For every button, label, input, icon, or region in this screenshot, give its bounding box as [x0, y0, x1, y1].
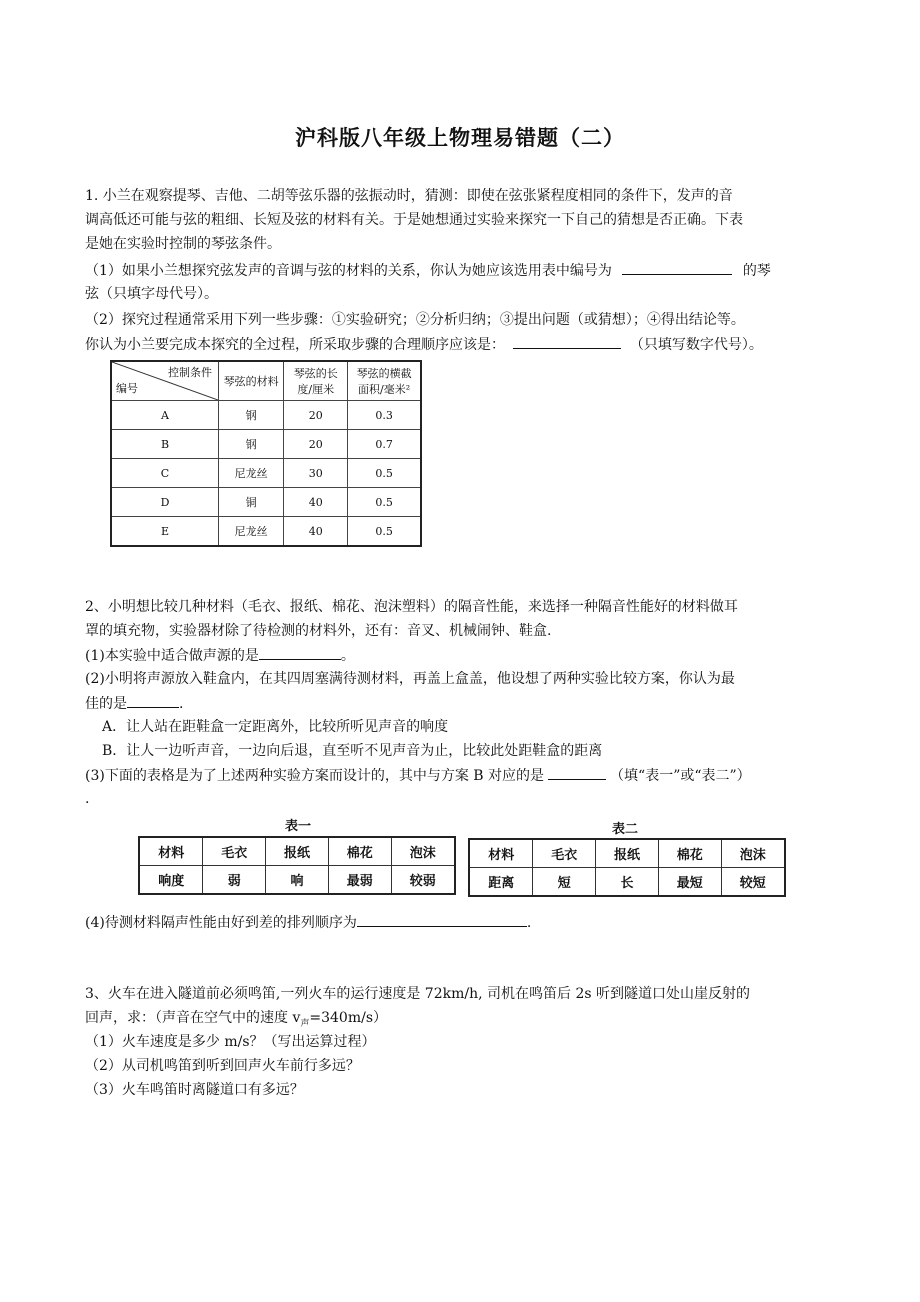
- q2-part2-line: (2)小明将声源放入鞋盒内，在其四周塞满待测材料，再盖上盒盖，他设想了两种实验比较方案，你认为最: [85, 671, 735, 687]
- cell-area: 0.5: [348, 517, 421, 547]
- q2-part4-line: [85, 912, 531, 933]
- cell: 响度: [139, 866, 203, 895]
- q3-subscript: 声: [300, 1018, 310, 1029]
- q3-part1: （1）火车速度是多少 m/s？（写出运算过程）: [85, 1034, 376, 1050]
- cell: 材料: [469, 839, 533, 868]
- q2-part3-suffix: （填“表一”或“表二”）: [610, 768, 751, 784]
- q1-part2-suffix: （只填写数字代号）。: [629, 337, 763, 353]
- cell-id: D: [111, 488, 219, 517]
- cell: 毛衣: [203, 837, 266, 866]
- q1-text-line-1: 1. 小兰在观察提琴、吉他、二胡等弦乐器的弦振动时，猜测：即使在弦张紧程度相同的条件下，发声的音: [85, 188, 733, 204]
- q3-text-line-2a: 回声，求：（声音在空气中的速度 v: [85, 1010, 301, 1026]
- q2-part4-text: (4)待测材料隔声性能由好到差的排列顺序为: [85, 915, 357, 931]
- q2-part1-line: [85, 645, 355, 666]
- q2-part2-line-2: [85, 693, 183, 714]
- page-title: 沪科版八年级上物理易错题（二）: [295, 126, 625, 150]
- string-conditions-table: [110, 360, 422, 547]
- table-row: [469, 868, 785, 897]
- cell-id: A: [111, 401, 219, 430]
- cell: 报纸: [596, 839, 659, 868]
- q2-part3-line-2: .: [85, 791, 90, 807]
- q1-text-line-2: 调高低还可能与弦的粗细、长短及弦的材料有关。于是她想通过实验来探究一下自己的猜想是否正确。下表: [85, 212, 743, 228]
- q2-text-line-2: 罩的填充物，实验器材除了待检测的材料外，还有：音叉、机械闹钟、鞋盒.: [85, 623, 552, 639]
- cell-material: 钢: [219, 401, 284, 430]
- cell: 短: [533, 868, 596, 897]
- q1-part2-line: （2）探究过程通常采用下列一些步骤：①实验研究；②分析归纳；③提出问题（或猜想）；④得出结论等。: [85, 312, 745, 328]
- q1-answer-blank-2[interactable]: [513, 334, 621, 349]
- q2-answer-blank-3[interactable]: [548, 765, 606, 780]
- cell: 报纸: [266, 837, 329, 866]
- table-row: [111, 517, 421, 547]
- cell-id: B: [111, 430, 219, 459]
- cell: 泡沫: [391, 837, 455, 866]
- table-row: [111, 430, 421, 459]
- table-row: [139, 866, 455, 895]
- cell: 泡沫: [721, 839, 785, 868]
- table-row: [469, 839, 785, 868]
- q1-part2-line-2: [85, 334, 763, 355]
- table2-caption: 表二: [612, 822, 639, 837]
- cell: 材料: [139, 837, 203, 866]
- q3-text-line-1: 3、火车在进入隧道前必须鸣笛,一列火车的运行速度是 72km/h, 司机在鸣笛后 2s 听到隧道口处山崖反射的: [85, 986, 751, 1002]
- q2-part3-line: [85, 765, 751, 786]
- cell-material: 铜: [219, 488, 284, 517]
- cell: 棉花: [328, 837, 391, 866]
- q2-answer-blank-1[interactable]: [259, 645, 341, 660]
- cell: 毛衣: [533, 839, 596, 868]
- q2-part4-suffix: .: [526, 915, 532, 931]
- diagonal-header-cell: [111, 361, 219, 401]
- table1-caption: 表一: [285, 819, 312, 834]
- cell: 响: [266, 866, 329, 895]
- table-one: [138, 836, 456, 895]
- table-row: [139, 837, 455, 866]
- q2-part1-suffix: 。: [340, 648, 355, 664]
- diagonal-bottom-label: 编号: [116, 382, 138, 395]
- cell-length: 40: [284, 488, 348, 517]
- cell-material: 尼龙丝: [219, 517, 284, 547]
- table-header-row: [111, 361, 421, 401]
- cell: 较短: [721, 868, 785, 897]
- cell: 最短: [658, 868, 721, 897]
- q1-part1-text: （1）如果小兰想探究弦发声的音调与弦的材料的关系，你认为她应该选用表中编号为: [85, 263, 612, 279]
- diagonal-top-label: 控制条件: [168, 366, 212, 379]
- cell: 最弱: [328, 866, 391, 895]
- q3-text-line-2: [85, 1008, 387, 1034]
- cell: 长: [596, 868, 659, 897]
- cell-length: 30: [284, 459, 348, 488]
- cell-area: 0.5: [348, 488, 421, 517]
- q2-part3-text: (3)下面的表格是为了上述两种实验方案而设计的，其中与方案 B 对应的是: [85, 768, 545, 784]
- q3-part2: （2）从司机鸣笛到听到回声火车前行多远？: [85, 1058, 360, 1074]
- table-two: [468, 838, 786, 897]
- cell-length: 40: [284, 517, 348, 547]
- q2-part2-text: 佳的是: [85, 696, 127, 712]
- table-row: [111, 401, 421, 430]
- q2-option-b: B．让人一边听声音，一边向后退，直至听不见声音为止，比较此处距鞋盒的距离: [102, 743, 603, 759]
- q1-part1-line-2: 弦（只填字母代号）。: [85, 286, 218, 302]
- q1-answer-blank-1[interactable]: [622, 260, 732, 275]
- cell-area: 0.7: [348, 430, 421, 459]
- q1-part2-text: 你认为小兰要完成本探究的全过程，所采取步骤的合理顺序应该是：: [85, 337, 505, 353]
- table-row: [111, 459, 421, 488]
- q2-part2-suffix: .: [179, 696, 184, 712]
- cell-material: 尼龙丝: [219, 459, 284, 488]
- header-material: 琴弦的材料: [219, 361, 284, 401]
- header-length: 琴弦的长度/厘米: [284, 361, 348, 401]
- cell-area: 0.5: [348, 459, 421, 488]
- q3-part3: （3）火车鸣笛时离隧道口有多远？: [85, 1082, 304, 1098]
- cell-length: 20: [284, 401, 348, 430]
- cell-material: 钢: [219, 430, 284, 459]
- q1-text-line-3: 是她在实验时控制的琴弦条件。: [85, 236, 281, 252]
- q1-part1-line: [85, 260, 771, 281]
- cell-id: C: [111, 459, 219, 488]
- q2-text-line-1: 2、小明想比较几种材料（毛衣、报纸、棉花、泡沫塑料）的隔音性能，来选择一种隔音性能好的材料做耳: [85, 599, 738, 615]
- table-row: [111, 488, 421, 517]
- q2-answer-blank-2[interactable]: [127, 693, 179, 708]
- q1-part1-suffix: 的琴: [742, 263, 771, 279]
- cell: 较弱: [391, 866, 455, 895]
- header-area: 琴弦的横截面积/毫米²: [348, 361, 421, 401]
- q3-text-line-2b: =340m/s）: [309, 1010, 388, 1026]
- q2-answer-blank-4[interactable]: [357, 912, 527, 927]
- cell-length: 20: [284, 430, 348, 459]
- cell-area: 0.3: [348, 401, 421, 430]
- cell: 棉花: [658, 839, 721, 868]
- cell-id: E: [111, 517, 219, 547]
- cell: 距离: [469, 868, 533, 897]
- cell: 弱: [203, 866, 266, 895]
- q2-option-a: A．让人站在距鞋盒一定距离外，比较所听见声音的响度: [102, 719, 449, 735]
- q2-part1-text: (1)本实验中适合做声源的是: [85, 648, 259, 664]
